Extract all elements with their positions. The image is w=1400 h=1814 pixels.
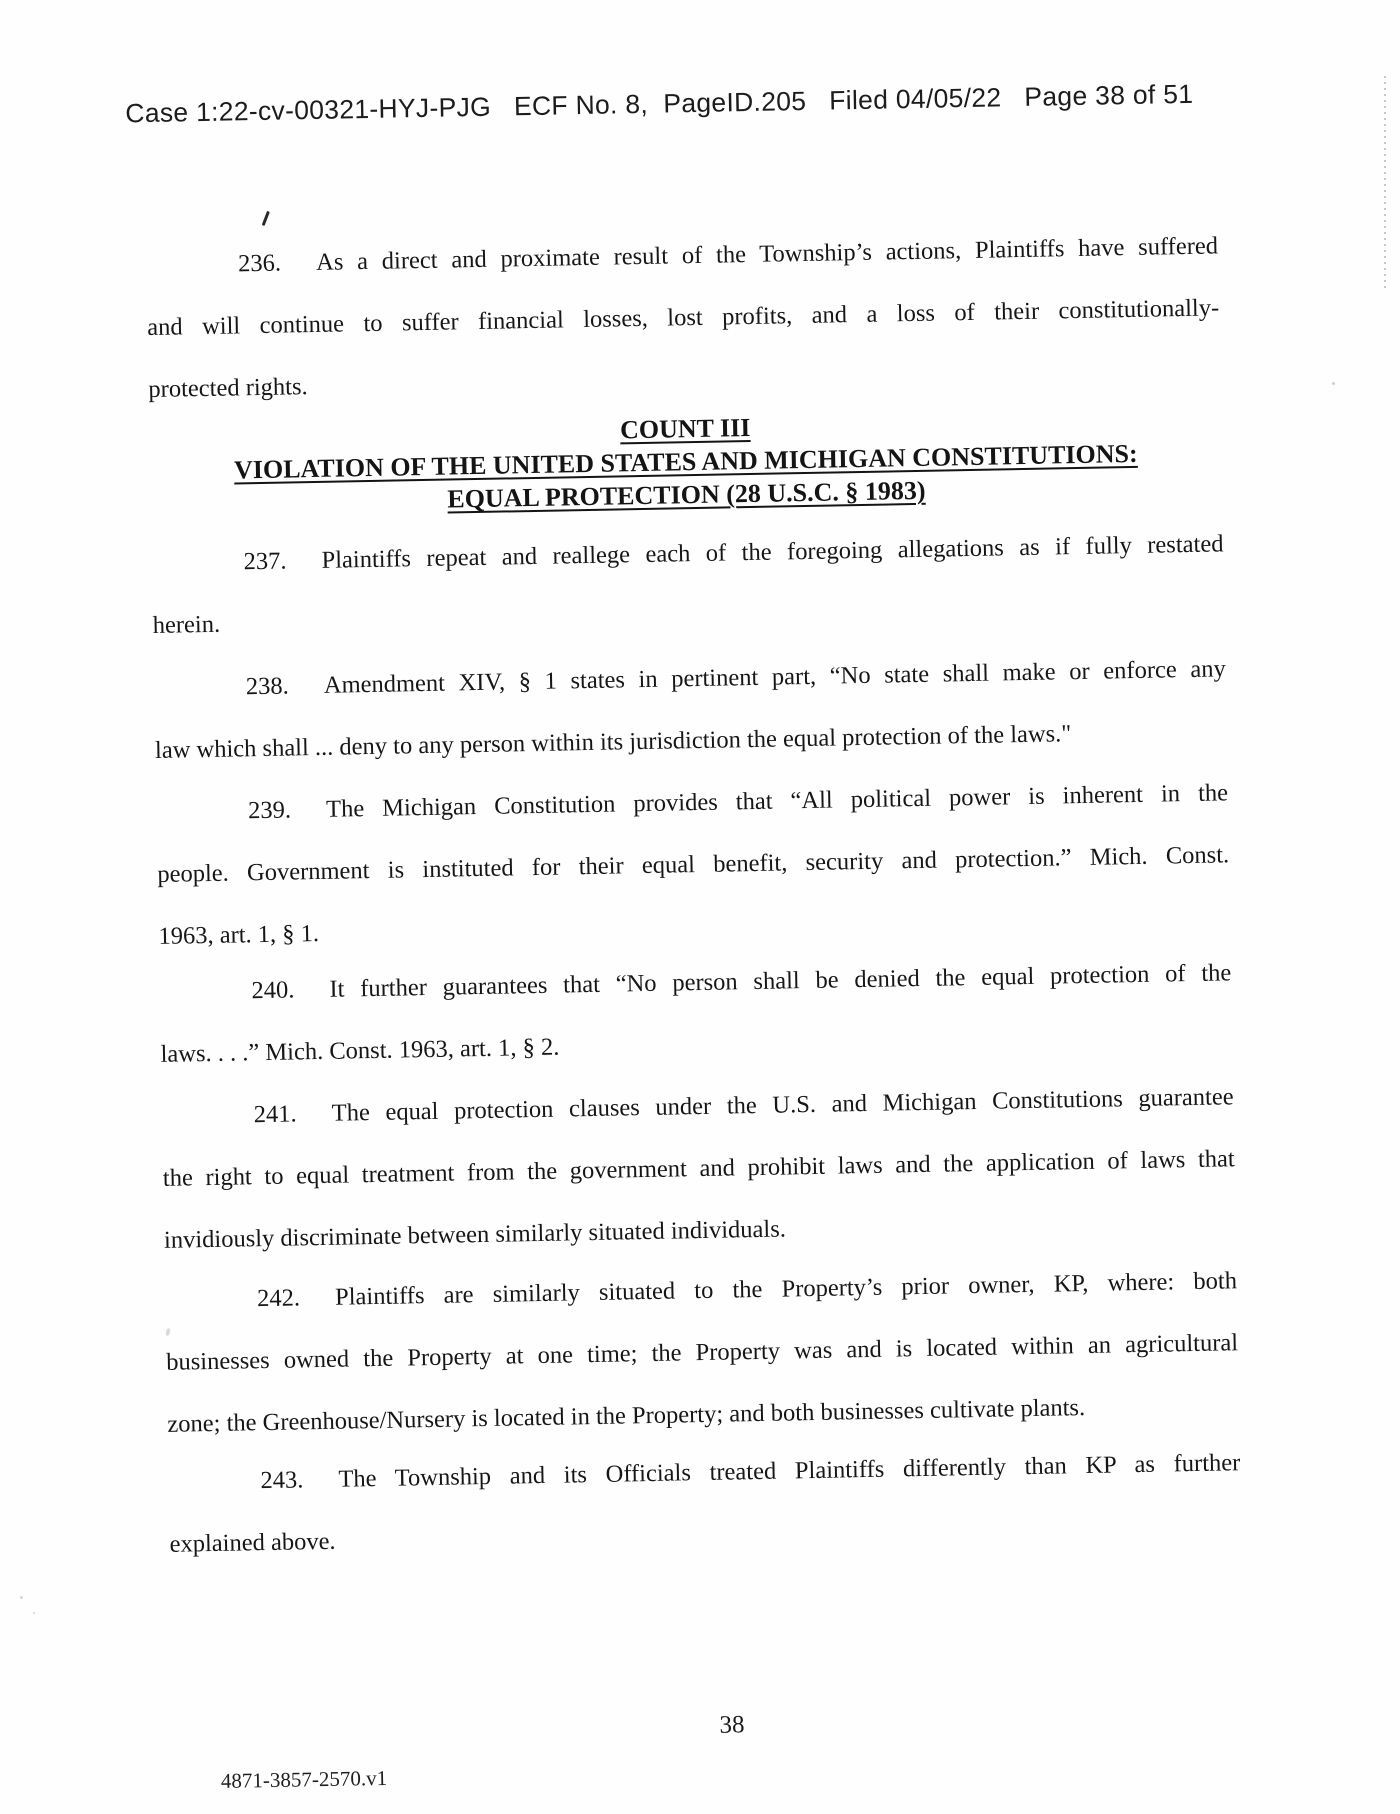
paper-speck — [1332, 382, 1335, 385]
paragraph-text: protected rights. — [148, 373, 308, 404]
paragraph-text: As a direct and proximate result of the Township’s actions, Plaintiffs have suffered — [315, 232, 1219, 276]
paragraph-number: 238. — [245, 672, 290, 701]
paragraph-237 — [151, 513, 1225, 657]
paragraph-number: 240. — [251, 976, 295, 1005]
paragraph-text: explained above. — [169, 1527, 336, 1558]
paragraph-text: Plaintiffs are similarly situated to the Property’s prior owner, KP, where: both — [334, 1267, 1238, 1311]
first-line-indent — [154, 694, 246, 696]
paragraph-241 — [161, 1066, 1236, 1272]
paragraph-number: 237. — [243, 547, 287, 576]
paragraph-text: invidiously discriminate between similarly situated individuals. — [163, 1215, 787, 1254]
paragraph-text: laws. . . .” Mich. Const. 1963, art. 1, § 2. — [160, 1033, 560, 1068]
count-iii-heading-block — [149, 402, 1223, 521]
paragraph-239 — [156, 762, 1231, 968]
paragraph-243 — [168, 1432, 1242, 1576]
paragraph-text: The Michigan Constitution provides that “All political power is inherent in the — [325, 779, 1229, 823]
equal-protection-heading: EQUAL PROTECTION (28 U.S.C. § 1983) — [447, 475, 926, 514]
scanner-dotted-line-artifact — [1384, 76, 1386, 288]
first-line-indent — [156, 818, 248, 820]
first-line-indent — [165, 1306, 257, 1308]
paragraph-text: The equal protection clauses under the U.S. and Michigan Constitutions guarantee — [331, 1083, 1234, 1127]
page-number: 38 — [719, 1711, 745, 1739]
first-line-indent — [160, 998, 252, 1000]
document-version-number: 4871-3857-2570.v1 — [220, 1765, 388, 1793]
paragraph-number: 239. — [247, 796, 292, 825]
paragraph-number: 243. — [260, 1466, 304, 1495]
paragraph-242 — [165, 1250, 1240, 1456]
paragraph-text: law which shall ... deny to any person within its jurisdiction the equal protection of the laws." — [154, 720, 1072, 764]
stray-pen-mark — [262, 211, 270, 226]
paragraph-236 — [146, 215, 1221, 421]
case-caption-header: Case 1:22-cv-00321-HYJ-PJG ECF No. 8, PageID.205 Filed 04/05/22 Page 38 of 51 — [125, 78, 1194, 129]
paragraph-text: zone; the Greenhouse/Nursery is located in the Property; and both businesses cultivate plants. — [167, 1394, 1086, 1438]
paragraph-238 — [153, 638, 1227, 782]
paragraph-number: 242. — [256, 1284, 301, 1313]
paper-speck — [20, 1596, 23, 1599]
violation-heading: VIOLATION OF THE UNITED STATES AND MICHIGAN CONSTITUTIONS: — [233, 438, 1138, 485]
paragraph-text: It further guarantees that “No person shall be denied the equal protection of the — [329, 959, 1232, 1003]
paper-speck — [33, 1612, 35, 1614]
paragraph-text: businesses owned the Property at one time; the Property was and is located within an agricultural — [166, 1329, 1239, 1376]
paragraph-text: 1963, art. 1, § 1. — [158, 919, 320, 950]
paragraph-text: Plaintiffs repeat and reallege each of the foregoing allegations as if fully restated — [321, 530, 1224, 574]
paragraph-text: the right to equal treatment from the government and prohibit laws and the application of laws that — [162, 1145, 1235, 1192]
paragraph-text: Amendment XIV, § 1 states in pertinent part, “No state shall make or enforce any — [323, 655, 1226, 699]
paragraph-text: The Township and its Officials treated Plaintiffs differently than KP as further — [338, 1449, 1241, 1493]
first-line-indent — [162, 1122, 254, 1124]
paragraph-text: herein. — [152, 610, 221, 639]
first-line-indent — [146, 271, 238, 273]
count-heading: COUNT III — [619, 412, 751, 445]
paragraph-240 — [159, 942, 1233, 1086]
first-line-indent — [152, 569, 244, 571]
paragraph-text: people. Government is instituted for their equal benefit, security and protection.” Mich. Const. — [157, 841, 1230, 888]
paragraph-number: 236. — [237, 249, 282, 278]
paragraph-number: 241. — [253, 1100, 297, 1129]
first-line-indent — [169, 1488, 261, 1490]
paragraph-text: and will continue to suffer financial losses, lost profits, and a loss of their constitutionally- — [147, 294, 1220, 342]
